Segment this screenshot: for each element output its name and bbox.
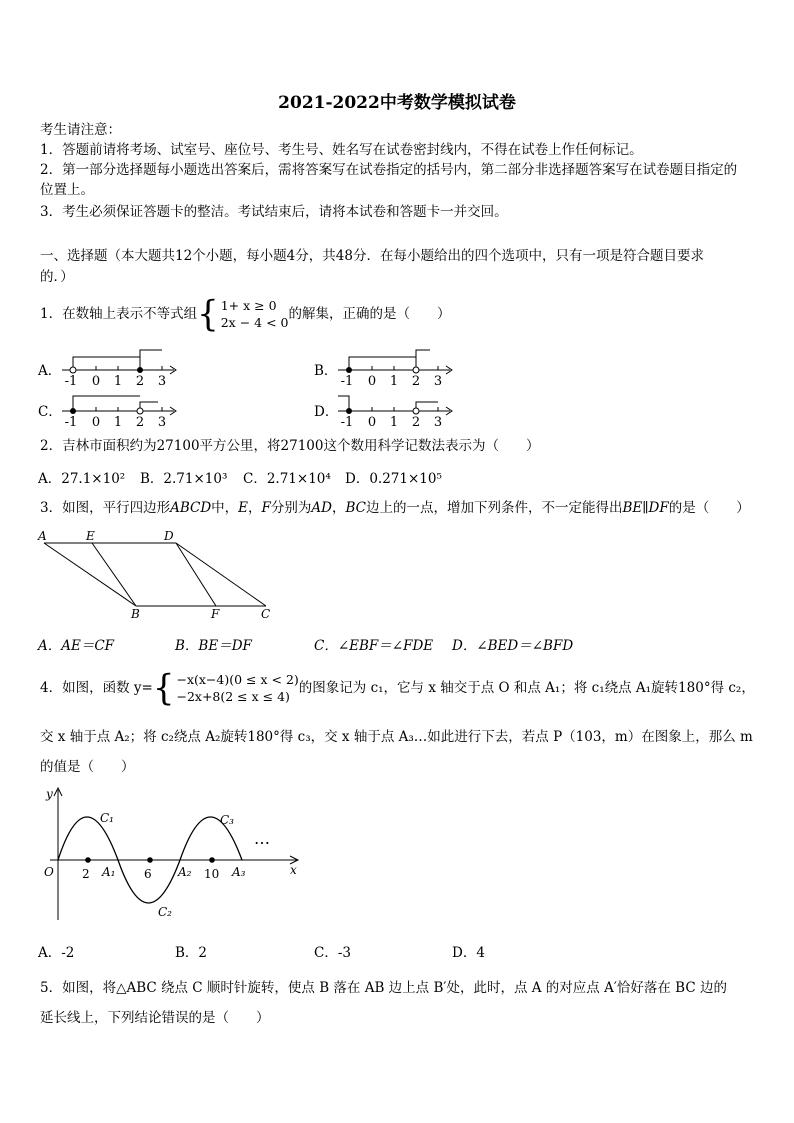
left-brace-icon: {: [152, 667, 175, 709]
left-brace-icon: {: [197, 293, 219, 335]
q3-option-b: B．BE＝DF: [175, 638, 252, 654]
q1-system: [197, 293, 289, 335]
q4-option-a: A．-2: [38, 945, 75, 961]
tick-label: 0: [367, 415, 377, 428]
q2-option-a: A．27.1×10²: [38, 471, 126, 487]
page-title: 2021-2022中考数学模拟试卷: [278, 93, 516, 113]
q3-text: ，: [331, 500, 346, 516]
q2-option-d: D．0.271×10⁵: [345, 471, 442, 487]
q3-option-c: C．∠EBF＝∠FDE: [314, 638, 434, 654]
q3-bc: BC: [345, 500, 366, 516]
point-label-c: C: [261, 607, 271, 621]
q4-option-c: C．-3: [314, 945, 351, 961]
q3-option-a: A．AE＝CF: [38, 638, 115, 654]
q4-suffix: 的图象记为 c₁，它与 x 轴交于点 O 和点 A₁；将 c₁绕点 A₁旋转180°得 c₂，: [298, 680, 755, 696]
q3-option-d: D．∠BED＝∠BFD: [452, 638, 574, 654]
tick-label: 3: [157, 374, 167, 387]
question-5-line2: 延长线上，下列结论错误的是（ ）: [40, 1010, 270, 1026]
curve-label-c3: C₃: [220, 813, 234, 827]
q1-suffix: 的解集，正确的是（ ）: [288, 306, 451, 322]
tick-label: 0: [367, 374, 377, 387]
notice-heading: 考生请注意：: [40, 122, 121, 138]
question-3-stem: [40, 498, 760, 518]
q4-option-b: B．2: [175, 945, 208, 961]
question-4-stem: [40, 667, 760, 709]
notice-item-2: 2．第一部分选择题每小题选出答案后，需将答案写在试卷指定的括号内，第二部分非选择题答案写在试卷题目指定的: [40, 162, 738, 178]
question-4-line2: 交 x 轴于点 A₂；将 c₂绕点 A₂旋转180°得 c₃，交 x 轴于点 A₃…如此进行下去，若点 P（103，m）在图象上，那么 m: [40, 729, 753, 745]
q1-option-c-label: C．: [38, 404, 62, 420]
q4-eq2: −2x+8(2 ≤ x ≤ 4): [176, 689, 290, 704]
q4-prefix: 4．如图，函数 y=: [40, 680, 153, 696]
q1-prefix: 1．在数轴上表示不等式组: [40, 306, 198, 322]
q1-number-line-b: [334, 345, 459, 387]
question-5-line1: 5．如图，将△ABC 绕点 C 顺时针旋转，使点 B 落在 AB 边上点 B′处，此时，点 A 的对应点 A′恰好落在 BC 边的: [40, 980, 727, 996]
q4-option-d: D．4: [452, 945, 485, 961]
point-label-a3: A₃: [232, 865, 246, 879]
q4-function-graph: [32, 782, 307, 924]
point-label-b: B: [131, 607, 140, 621]
q3-text: 的是（ ）: [668, 500, 750, 516]
tick-label: -1: [340, 374, 354, 387]
point-label-f: F: [211, 607, 220, 621]
curve-label-c2: C₂: [158, 905, 172, 919]
q3-parallelogram-figure: [36, 528, 276, 622]
origin-label: O: [44, 865, 54, 879]
q2-option-b: B．2.71×10³: [140, 471, 228, 487]
q4-piecewise: [152, 667, 299, 709]
q3-e: E: [238, 500, 249, 516]
point-label-a: A: [38, 529, 47, 543]
q3-f: F: [261, 500, 271, 516]
tick-label: 2: [82, 867, 90, 881]
tick-label: 2: [135, 415, 145, 428]
q2-option-c: C．2.71×10⁴: [243, 471, 331, 487]
q1-number-line-c: [58, 386, 183, 428]
point-label-d: D: [164, 529, 174, 543]
notice-item-3: 3．考生必须保证答题卡的整洁。考试结束后，请将本试卷和答题卡一并交回。: [40, 204, 508, 220]
tick-label: 2: [411, 415, 421, 428]
tick-label: 10: [204, 867, 220, 881]
tick-label: 1: [389, 415, 399, 428]
question-4-line3: 的值是（ ）: [40, 759, 135, 775]
tick-label: 2: [411, 374, 421, 387]
q1-number-line-d: [334, 386, 459, 428]
tick-label: 3: [433, 374, 443, 387]
q1-option-b-label: B．: [314, 363, 338, 379]
axis-label-y: y: [46, 787, 53, 801]
tick-label: 0: [91, 415, 101, 428]
tick-label: 1: [389, 374, 399, 387]
q1-number-line-a: [58, 345, 183, 387]
q3-text: ，: [248, 500, 262, 516]
q3-text: 3．如图，平行四边形: [40, 500, 171, 516]
tick-label: -1: [340, 415, 354, 428]
question-2-stem: 2．吉林市面积约为27100平方公里，将27100这个数用科学记数法表示为（ ）: [40, 438, 540, 454]
q4-eq1: −x(x−4)(0 ≤ x < 2): [176, 672, 299, 687]
question-1-stem: [40, 294, 760, 334]
q3-text: 边上的一点，增加下列条件，不一定能得出: [366, 500, 623, 516]
tick-label: 1: [113, 374, 123, 387]
section-heading: 一、选择题（本大题共12个小题，每小题4分，共48分．在每小题给出的四个选项中，只有一项是符合题目要求: [40, 248, 704, 264]
q1-option-d-label: D．: [314, 404, 339, 420]
continuation-dots: …: [254, 829, 270, 848]
q3-text: 分别为: [270, 500, 312, 516]
tick-label: -1: [64, 415, 78, 428]
point-label-a2: A₂: [178, 865, 192, 879]
notice-item-2-cont: 位置上。: [40, 182, 94, 198]
tick-label: 2: [135, 374, 145, 387]
q1-option-a-label: A．: [38, 363, 62, 379]
tick-label: 3: [157, 415, 167, 428]
point-label-e: E: [86, 529, 95, 543]
notice-item-1: 1．答题前请将考场、试室号、座位号、考生号、姓名写在试卷密封线内，不得在试卷上作任何标记。: [40, 142, 643, 158]
q3-text: 中，: [211, 500, 239, 516]
curve-label-c1: C₁: [100, 811, 114, 825]
tick-label: 6: [144, 867, 152, 881]
tick-label: -1: [64, 374, 78, 387]
axis-label-x: x: [290, 863, 297, 877]
q3-abcd: ABCD: [170, 500, 212, 516]
q3-bedf: BE∥DF: [622, 500, 669, 516]
tick-label: 3: [433, 415, 443, 428]
q3-ad: AD: [311, 500, 332, 516]
tick-label: 0: [91, 374, 101, 387]
section-heading-cont: 的．）: [40, 269, 74, 285]
tick-label: 1: [113, 415, 123, 428]
q1-eq1: 1+ x ≥ 0: [220, 298, 277, 313]
q1-eq2: 2x − 4 < 0: [220, 315, 289, 330]
point-label-a1: A₁: [102, 865, 116, 879]
